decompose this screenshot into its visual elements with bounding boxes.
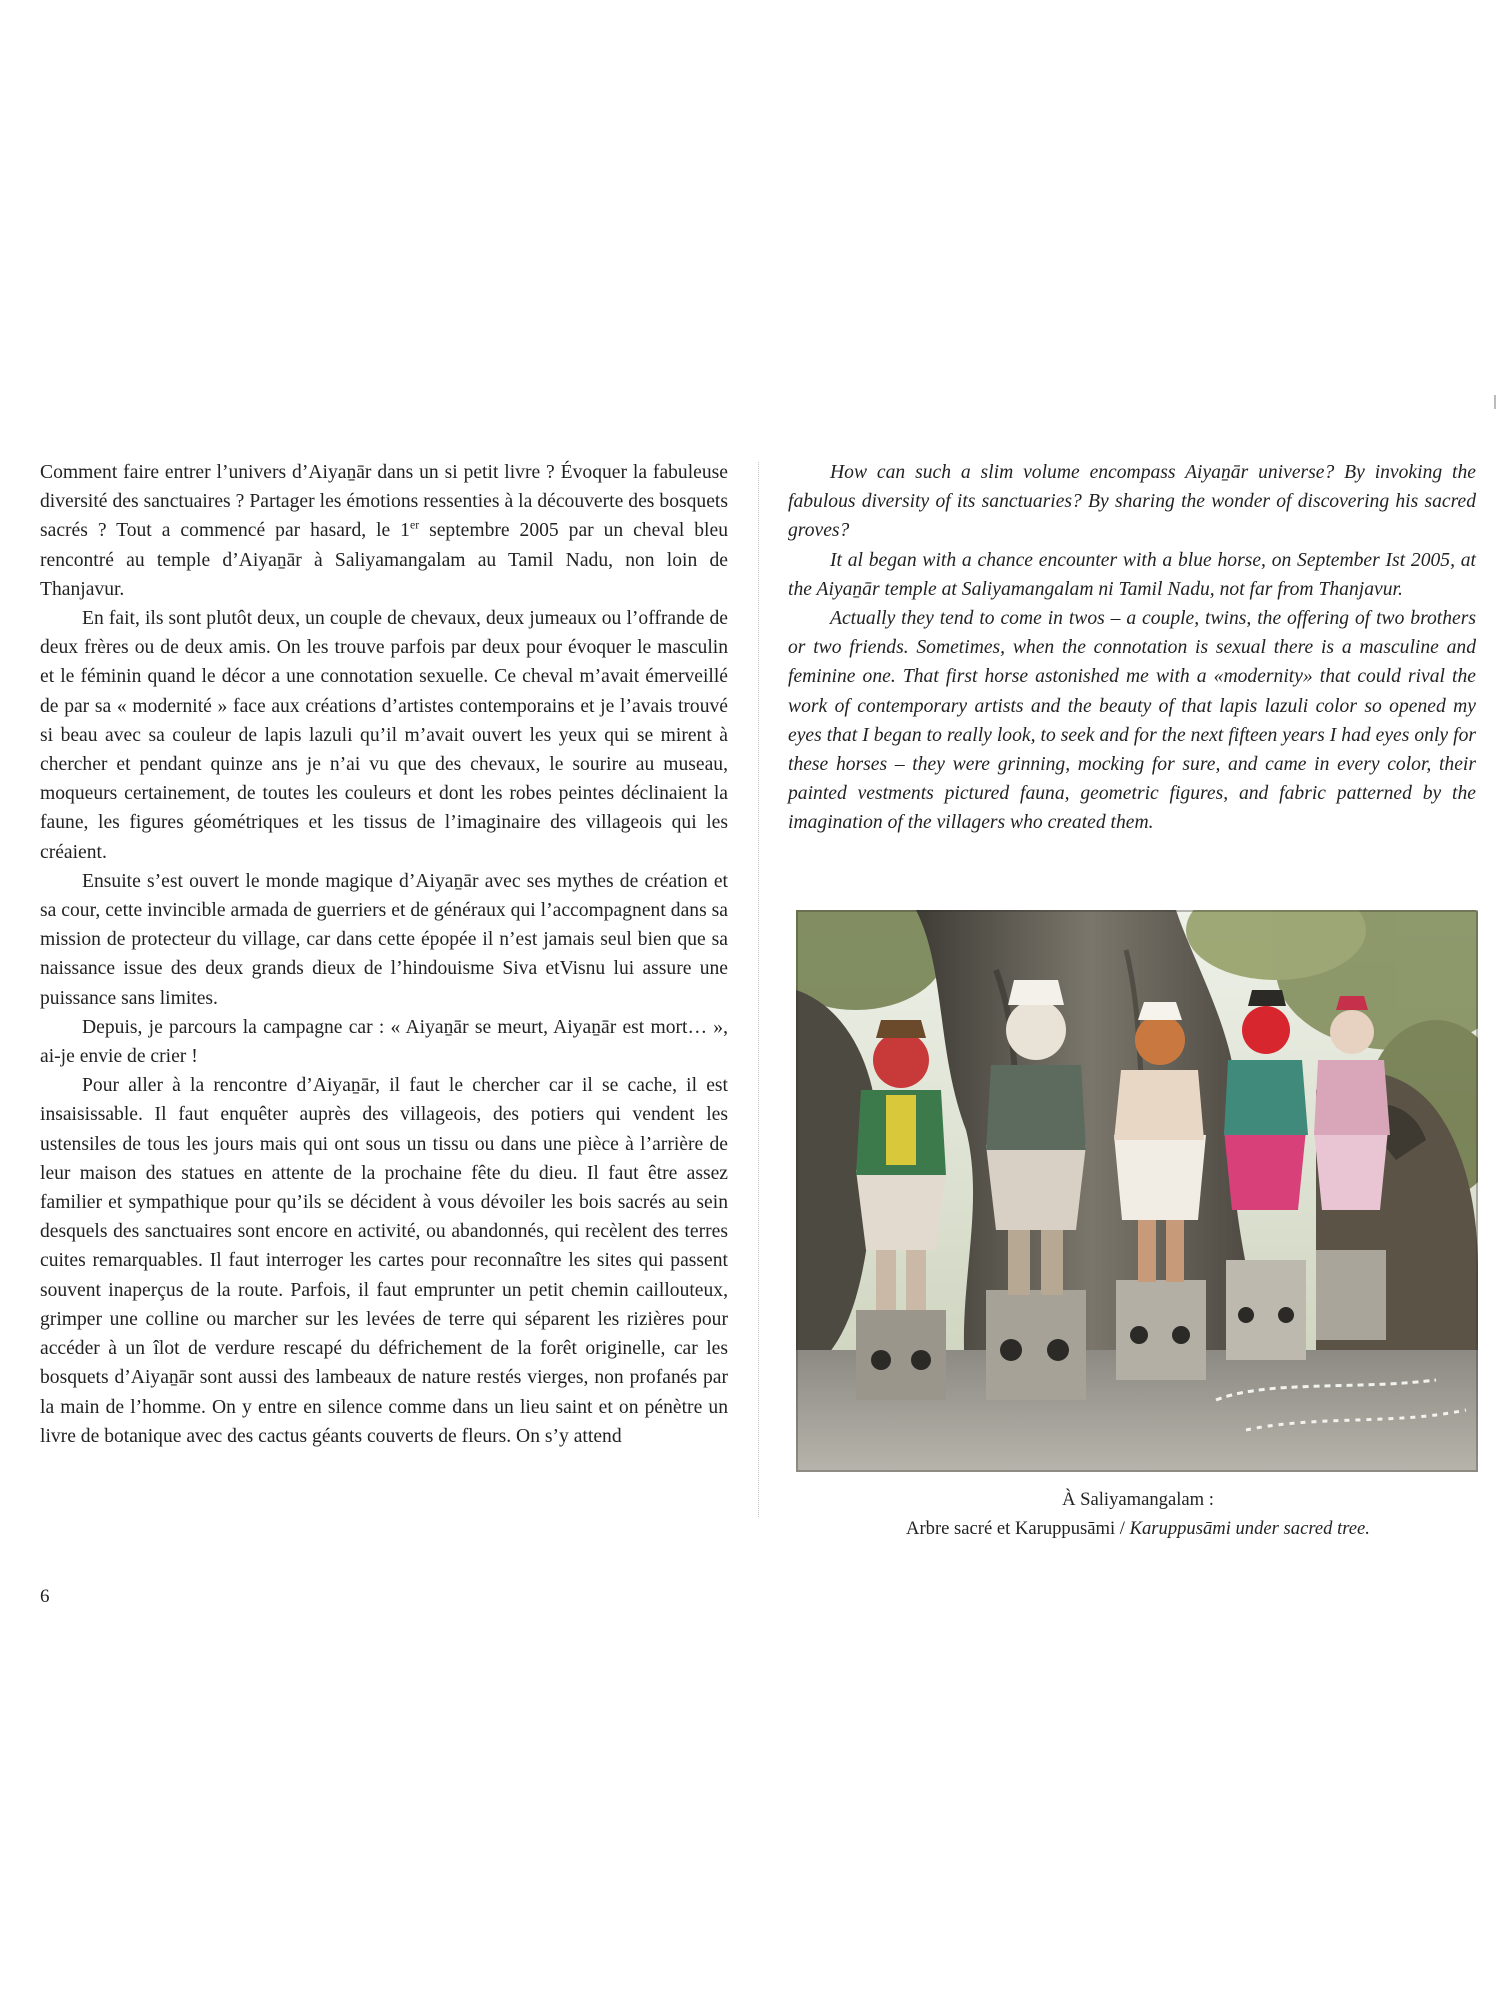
caption-line-2 xyxy=(788,1514,1488,1543)
caption-french: Arbre sacré et Karuppusāmi / xyxy=(906,1518,1130,1539)
english-paragraph-2: It al began with a chance encounter with a blue horse, on September Ist 2005, at the Aiyaṉār temple at Saliyamangalam ni Tamil Nadu, not far from Thanjavur. xyxy=(788,549,1476,600)
french-paragraph-4: Depuis, je parcours la campagne car : « Aiyaṉār se meurt, Aiyaṉār est mort… », ai-je envie de crier ! xyxy=(40,1016,728,1068)
column-divider xyxy=(758,462,759,1517)
french-text-column xyxy=(40,458,728,1451)
caption-english: Karuppusāmi under sacred tree. xyxy=(1129,1518,1370,1539)
caption-line-1: À Saliyamangalam : xyxy=(1062,1489,1214,1510)
french-paragraph-5: Pour aller à la rencontre d’Aiyaṉār, il faut le chercher car il se cache, il est insaisissable. Il faut enquêter auprès des villageois, des potiers qui vendent les ustensiles de tous les jours mais qui ont sous un tissu ou dans une pièce à l’arrière de leur maison des statues en attente de la prochaine fête du dieu. Il faut être assez familier et sympathique pour qu’ils se décident à vous dévoiler les bois sacrés au sein desquels des sanctuaires sont encore en activité, ou abandonnés, qui recèlent des terres cuites remarquables. Il faut interroger les cartes pour reconnaître les sites qui passent souvent inaperçus de la route. Parfois, il faut emprunter un petit chemin caillouteux, grimper une colline ou marcher sur les levées de terre qui séparent les rizières pour accéder à un îlot de verdure rescapé du défrichement de la forêt originelle, car les bosquets d’Aiyaṉār sont aussi des lambeaux de nature restés vierges, non profanés par la main de l’homme. On y entre en silence comme dans un lieu saint et on pénètre un livre de botanique avec des cactus géants couverts de fleurs. On s’y attend xyxy=(40,1075,728,1447)
english-paragraph-1: How can such a slim volume encompass Aiyaṉār universe? By invoking the fabulous diversity of its sanctuaries? By sharing the wonder of discovering his sacred groves? xyxy=(788,462,1476,542)
photo-caption xyxy=(788,1485,1488,1543)
english-paragraph-3: Actually they tend to come in twos – a couple, twins, the offering of two brothers or two friends. Sometimes, when the connotation is sexual there is a masculine and feminine one. That first horse astonished me with a «modernity» that could rival the work of contemporary artists and the beauty of that lapis lazuli color so opened my eyes that I began to really look, to seek and for the next fifteen years I had eyes only for these horses – they were grinning, mocking for sure, and came in every color, their painted vestments pictured fauna, geometric figures, and fabric patterned by the imagination of the villagers who created them. xyxy=(788,608,1476,834)
page-number: 6 xyxy=(40,1586,50,1607)
french-paragraph-2: En fait, ils sont plutôt deux, un couple de chevaux, deux jumeaux ou l’offrande de deux frères ou de deux amis. On les trouve parfois par deux pour évoquer le masculin et le féminin quand le décor a une connotation sexuelle. Ce cheval m’avait émerveillé de par sa « modernité » face aux créations d’artistes contemporains et je l’avais trouvé si beau avec sa couleur de lapis lazuli qu’il m’avait ouvert les yeux qui se mirent à chercher et pendant quinze ans je n’ai vu que des chevaux, le sourire au museau, moqueurs certainement, de toutes les couleurs et dont les robes peintes déclinaient la faune, les figures géométriques et les tissus de l’imaginaire des villageois qui les créaient. xyxy=(40,608,728,863)
french-paragraph-1: Comment faire entrer l’univers d’Aiyaṉār dans un si petit livre ? Évoquer la fabuleuse diversité des sanctuaires ? Partager les émotions ressenties à la découverte des bosquets sacrés ? Tout a commencé par hasard, le 1er septembre 2005 par un cheval bleu rencontré au temple d’Aiyaṉār à Saliyamangalam au Tamil Nadu, non loin de Thanjavur. xyxy=(40,462,728,600)
page-edge-mark xyxy=(1494,395,1496,409)
english-text-column xyxy=(788,458,1476,838)
french-paragraph-3: Ensuite s’est ouvert le monde magique d’Aiyaṉār avec ses mythes de création et sa cour, cette invincible armada de guerriers et de généraux qui l’accompagnent dans sa mission de protecteur du village, car dans cette épopée il n’est jamais seul bien que sa naissance issue des deux grands dieux de l’hindouisme Siva etVisnu lui assure une puissance sans limites. xyxy=(40,870,728,1009)
temple-photo xyxy=(796,910,1478,1472)
